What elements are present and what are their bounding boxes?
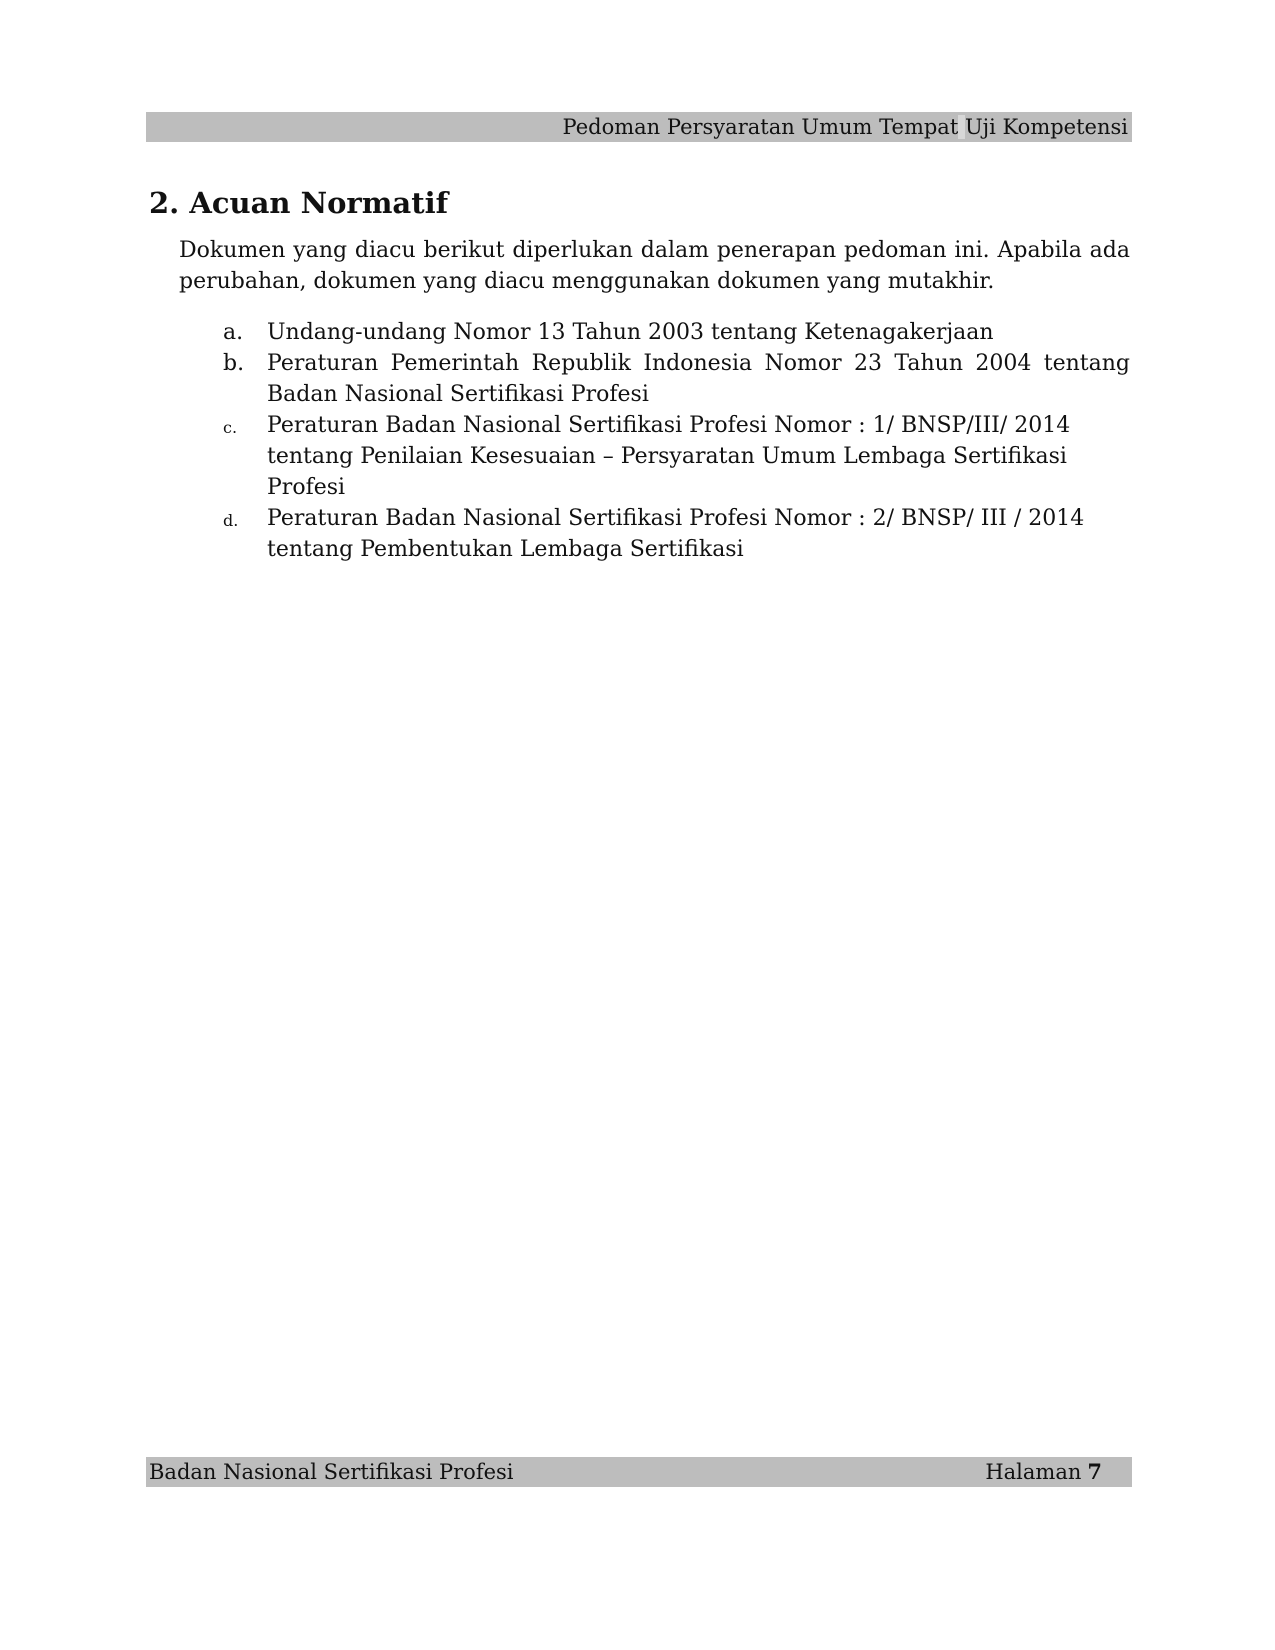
list-marker: b. xyxy=(223,351,245,376)
page-number: 7 xyxy=(1087,1459,1102,1484)
list-item-text: Peraturan Badan Nasional Sertifikasi Profesi Nomor : 2/ BNSP/ III / 2014 tentang Pembentukan Lembaga Sertifikasi xyxy=(267,506,1085,562)
list-item-text: Undang-undang Nomor 13 Tahun 2003 tentang Ketenagakerjaan xyxy=(267,320,994,345)
document-title-part1: Pedoman Persyaratan Umum Tempat xyxy=(562,115,959,139)
page-number-label xyxy=(985,1460,1102,1484)
list-item xyxy=(179,317,1130,348)
list-item xyxy=(179,410,1130,503)
page-header xyxy=(146,112,1132,142)
page-label: Halaman xyxy=(985,1460,1082,1484)
list-marker: c. xyxy=(223,418,238,437)
intro-paragraph: Dokumen yang diacu berikut diperlukan dalam penerapan pedoman ini. Apabila ada perubahan, dokumen yang diacu menggunakan dokumen yang mutakhir. xyxy=(179,238,1130,294)
list-marker: a. xyxy=(223,320,244,345)
page-footer xyxy=(146,1457,1132,1487)
list-item-text: Peraturan Pemerintah Republik Indonesia Nomor 23 Tahun 2004 tentang Badan Nasional Sertifikasi Profesi xyxy=(267,351,1130,407)
list-item xyxy=(179,348,1130,410)
footer-organization: Badan Nasional Sertifikasi Profesi xyxy=(149,1460,514,1484)
reference-list xyxy=(179,317,1130,565)
document-title-part2: Uji Kompetensi xyxy=(964,115,1128,139)
section-heading: 2. Acuan Normatif xyxy=(149,186,449,220)
document-title-highlight xyxy=(958,115,965,139)
list-item-text: Peraturan Badan Nasional Sertifikasi Profesi Nomor : 1/ BNSP/III/ 2014 tentang Penilaian Kesesuaian – Persyaratan Umum Lembaga Sertifikasi Profesi xyxy=(267,413,1071,500)
list-item xyxy=(179,503,1130,565)
list-marker: d. xyxy=(223,511,239,530)
document-title xyxy=(563,115,1128,139)
